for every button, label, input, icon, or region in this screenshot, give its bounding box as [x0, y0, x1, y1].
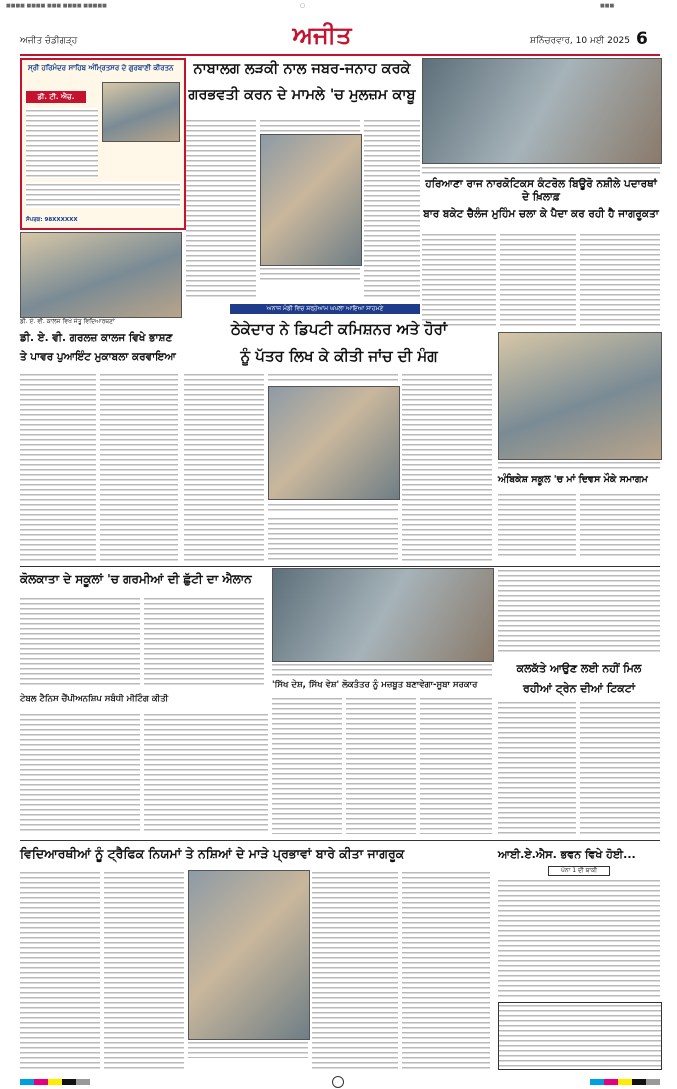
- traffic-body-col4: [402, 870, 490, 1070]
- lead-body-col3: [364, 118, 420, 300]
- edition-label: ਅਜੀਤ ਚੰਡੀਗੜ੍ਹ: [20, 36, 78, 46]
- traffic-body-col2: [104, 870, 184, 1070]
- tennis-body-col1: [20, 712, 140, 834]
- dav-headline-line2: ਤੇ ਪਾਵਰ ਪੁਆਇੰਟ ਮੁਕਾਬਲਾ ਕਰਵਾਇਆ: [20, 351, 176, 364]
- schools-body-col1: [20, 596, 140, 686]
- section-rule-2: [20, 840, 660, 841]
- grain-truck-photo: [268, 386, 400, 500]
- registration-mark-icon: [332, 1076, 344, 1088]
- print-footer: [0, 1076, 677, 1089]
- train-body-col1: [498, 700, 576, 834]
- train-body-col2: [580, 700, 660, 834]
- traffic-body-col1: [20, 870, 100, 1070]
- police-arrest-photo: [260, 134, 362, 266]
- traffic-officer-photo: [188, 870, 310, 1040]
- sikh-body-col2: [346, 696, 416, 834]
- haryana-body-col3: [580, 232, 660, 328]
- haryana-headline-line1: ਹਰਿਆਣਾ ਰਾਜ ਨਾਰਕੋਟਿਕਸ ਕੰਟਰੋਲ ਬਿਊਰੋ ਨਸ਼ੀਲੇ ਪਦਾਰਥਾਂ ਦੇ ਖ਼ਿਲਾਫ਼: [425, 178, 657, 204]
- dav-college-winners-photo: [20, 232, 182, 318]
- ambikesh-body-col2: [580, 492, 660, 556]
- police-photo-caption: [260, 266, 360, 280]
- contractor-body-col4: [268, 516, 398, 562]
- schools-body-col2: [144, 596, 264, 686]
- sikh-body-col3: [420, 696, 492, 834]
- color-calibration-bar: [20, 1079, 90, 1085]
- sikh-photo-caption: [272, 662, 492, 676]
- dav-headline: [20, 332, 180, 364]
- tennis-body-col2: [144, 712, 268, 834]
- lead-headline: [186, 60, 418, 104]
- ias-headline: ਆਈ.ਏ.ਐਸ. ਭਵਨ ਵਿਖੇ ਹੋਈ...: [498, 848, 636, 861]
- gurbani-kirtan-ad: [20, 58, 186, 230]
- train-headline-line1: ਕਲਕੱਤੇ ਆਉਣ ਲਈ ਨਹੀਂ ਮਿਲ: [516, 662, 642, 675]
- lead-body-col1: [186, 118, 256, 300]
- sikh-body-col1: [272, 696, 342, 834]
- ad-band: ਡੀ. ਟੀ. ਐਚ.: [26, 91, 86, 103]
- ad-phone: ਸੰਪਰਕ: 98XXXXXX: [26, 217, 78, 223]
- masthead: [20, 20, 660, 56]
- haryana-body-col2: [500, 232, 576, 328]
- contractor-body-col2: [268, 372, 398, 384]
- train-headline: [498, 662, 660, 696]
- dav-body-col1: [20, 372, 96, 562]
- lead-headline-line1: ਨਾਬਾਲਗ ਲੜਕੀ ਨਾਲ ਜਬਰ-ਜਨਾਹ ਕਰਕੇ: [193, 61, 411, 77]
- color-calibration-bar-right: [590, 1079, 660, 1085]
- ambikesh-body-col1: [498, 492, 576, 556]
- page-number: 6: [636, 29, 648, 49]
- traffic-photo-caption: [188, 1040, 308, 1058]
- issue-date: ਸ਼ਨਿੱਚਰਵਾਰ, 10 ਮਈ 2025: [529, 36, 630, 46]
- train-headline-line2: ਰਹੀਆਂ ਟ੍ਰੇਨ ਦੀਆਂ ਟਿਕਟਾਂ: [523, 681, 635, 695]
- print-slug-bar: ■■■■ ■■■■ ■■■ ■■■■ ■■■■■ ▢ ■■■: [6, 3, 615, 9]
- sikh-meeting-photo: [272, 568, 494, 662]
- contractor-body-col1: [184, 372, 264, 562]
- section-rule: [20, 566, 660, 567]
- contractor-headline-line1: ਠੇਕੇਦਾਰ ਨੇ ਡਿਪਟੀ ਕਮਿਸ਼ਨਰ ਅਤੇ ਹੋਰਾਂ: [230, 320, 448, 338]
- ad-title: ਸ੍ਰੀ ਹਰਿਮੰਦਰ ਸਾਹਿਬ ਅੰਮ੍ਰਿਤਸਰ ਦੇ ਗੁਰਬਾਣੀ ਕੀਰਤਨ: [28, 64, 174, 72]
- newspaper-logo: ਅਜੀਤ: [292, 20, 352, 49]
- schools-headline: ਕੋਲਕਾਤਾ ਦੇ ਸਕੂਲਾਂ 'ਚ ਗਰਮੀਆਂ ਦੀ ਛੁੱਟੀ ਦਾ ਐਲਾਨ: [20, 572, 252, 586]
- contractor-kicker: ਅਨਾਜ ਮੰਡੀ ਵਿਚ ਸ਼ਰ੍ਹੇਆਮ ਘਪਲਾ ਆਇਆ ਸਾਹਮਣੇ: [230, 304, 420, 314]
- haryana-headline: [422, 178, 660, 221]
- ias-jump-label: ਪੰਨਾ 1 ਦੀ ਬਾਕੀ: [548, 866, 610, 876]
- ad-details-text: [26, 182, 180, 208]
- ambikesh-school-photo: [498, 332, 662, 460]
- truck-photo-caption: [268, 502, 398, 512]
- train-top-text: [498, 568, 660, 654]
- ambikesh-photo-caption: [498, 460, 660, 470]
- ambikesh-headline: ਅੰਬਿਕੇਸ਼ ਸਕੂਲ 'ਚ ਮਾਂ ਦਿਵਸ ਮੌਕੇ ਸਮਾਗਮ: [498, 474, 648, 485]
- imprint-box: [498, 1002, 662, 1070]
- lead-body-col2: [260, 118, 360, 132]
- haryana-photo-caption: [422, 165, 660, 175]
- haryana-body-col1: [422, 232, 496, 328]
- nasha-mukt-campaign-photo: [422, 58, 662, 164]
- dav-photo-caption: ਡੀ. ਏ. ਵੀ. ਕਾਲਜ ਵਿਖੇ ਜੇਤੂ ਵਿਦਿਆਰਥਣਾਂ: [20, 318, 115, 325]
- dav-body-col2: [100, 372, 178, 562]
- haryana-headline-line2: ਬਾਰ ਬਕੇਟ ਚੈਲੰਜ ਮੁਹਿੰਮ ਚਲਾ ਕੇ ਪੈਦਾ ਕਰ ਰਹੀ ਹੈ ਜਾਗਰੂਕਤਾ: [423, 208, 659, 221]
- contractor-headline: [184, 320, 494, 366]
- tennis-headline: ਟੇਬਲ ਟੈਨਿਸ ਚੈਂਪੀਅਨਸ਼ਿਪ ਸਬੰਧੀ ਮੀਟਿੰਗ ਕੀਤੀ: [20, 694, 169, 704]
- lead-headline-line2: ਗਰਭਵਤੀ ਕਰਨ ਦੇ ਮਾਮਲੇ 'ਚ ਮੁਲਜ਼ਮ ਕਾਬੂ: [188, 87, 416, 104]
- traffic-body-col3: [312, 870, 398, 1070]
- sikh-headline: 'ਸਿੱਖ ਦੇਸ਼, ਸਿੱਖ ਵੇਸ਼' ਲੋਕਤੰਤਰ ਨੂੰ ਮਜ਼ਬੂਤ ਬਣਾਵੇਗਾ-ਸੂਬਾ ਸਰਕਾਰ: [272, 680, 478, 690]
- contractor-headline-line2: ਨੂੰ ਪੱਤਰ ਲਿਖ ਕੇ ਕੀਤੀ ਜਾਂਚ ਦੀ ਮੰਗ: [240, 346, 438, 365]
- golden-temple-image: [102, 82, 180, 142]
- contractor-body-col3: [402, 372, 492, 562]
- traffic-headline: ਵਿਦਿਆਰਥੀਆਂ ਨੂੰ ਟ੍ਰੈਫਿਕ ਨਿਯਮਾਂ ਤੇ ਨਸ਼ਿਆਂ ਦੇ ਮਾੜੇ ਪ੍ਰਭਾਵਾਂ ਬਾਰੇ ਕੀਤਾ ਜਾਗਰੂਕ: [20, 846, 405, 861]
- dav-headline-line1: ਡੀ. ਏ. ਵੀ. ਗਰਲਜ਼ ਕਾਲਜ ਵਿਖੇ ਭਾਸ਼ਣ: [20, 332, 173, 344]
- ad-body-text: [26, 108, 98, 178]
- ias-body-text: [498, 878, 660, 998]
